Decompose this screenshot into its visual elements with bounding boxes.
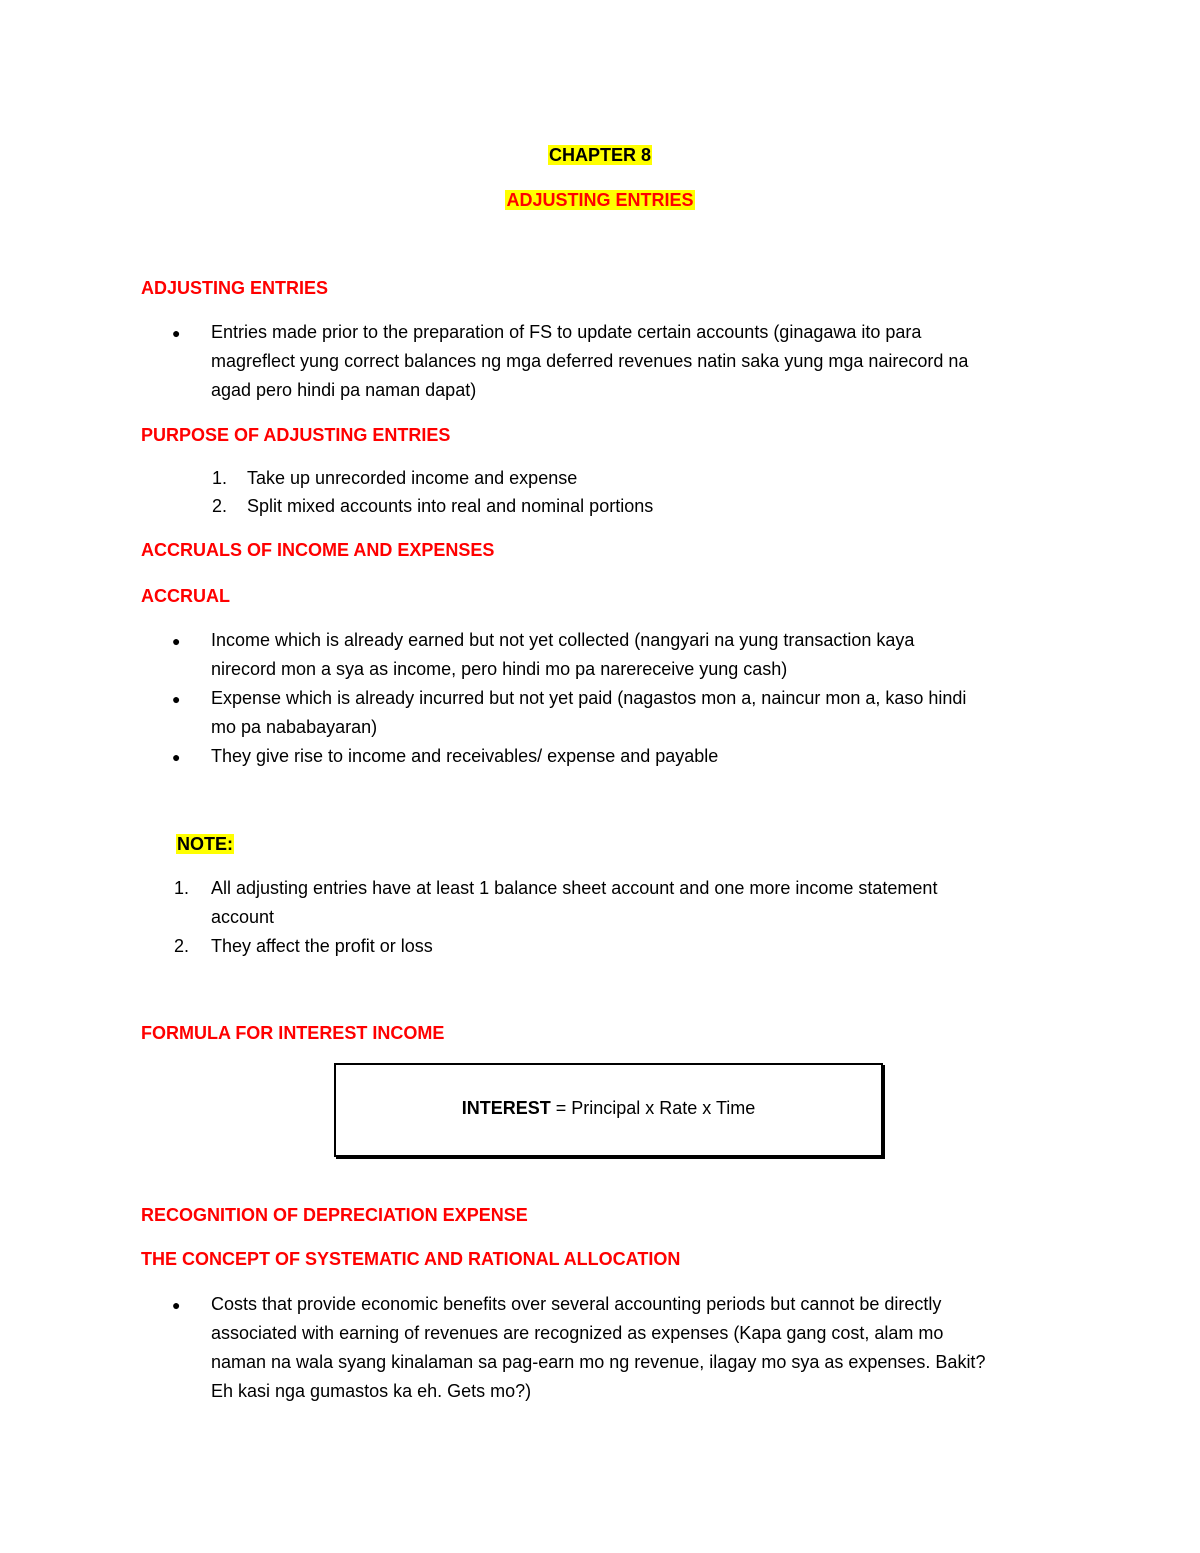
subtitle-label: ADJUSTING ENTRIES xyxy=(506,190,694,210)
note-label-text: NOTE: xyxy=(177,834,233,854)
paragraph-line: mo pa nababayaran) xyxy=(211,717,378,737)
list-number: 1. xyxy=(212,468,228,488)
paragraph-line: Entries made prior to the preparation of FS to update certain accounts (ginagawa ito para xyxy=(211,322,922,342)
formula-text xyxy=(336,1096,881,1120)
paragraph-line: agad pero hindi pa naman dapat) xyxy=(211,380,477,400)
paragraph-line: naman na wala syang kinalaman sa pag-earn mo ng revenue, ilagay mo sya as expenses. Bakit? xyxy=(211,1352,986,1372)
paragraph-line: Eh kasi nga gumastos ka eh. Gets mo?) xyxy=(211,1381,532,1401)
paragraph-line: They give rise to income and receivables/ expense and payable xyxy=(211,746,719,766)
section-subheading-allocation: THE CONCEPT OF SYSTEMATIC AND RATIONAL ALLOCATION xyxy=(141,1249,681,1269)
paragraph-line: nirecord mon a sya as income, pero hindi mo pa narereceive yung cash) xyxy=(211,659,788,679)
section-heading-accruals: ACCRUALS OF INCOME AND EXPENSES xyxy=(141,540,495,560)
list-item-continuation: account xyxy=(211,907,275,927)
chapter-title xyxy=(0,143,1200,167)
list-item: Split mixed accounts into real and nominal portions xyxy=(247,496,654,516)
chapter-label: CHAPTER 8 xyxy=(548,145,651,165)
list-item: They affect the profit or loss xyxy=(211,936,433,956)
formula-box xyxy=(334,1063,883,1157)
paragraph-line: Income which is already earned but not yet collected (nangyari na yung transaction kaya xyxy=(211,630,915,650)
paragraph-line: Expense which is already incurred but not yet paid (nagastos mon a, naincur mon a, kaso hindi xyxy=(211,688,967,708)
section-heading-purpose: PURPOSE OF ADJUSTING ENTRIES xyxy=(141,425,451,445)
section-heading-depreciation: RECOGNITION OF DEPRECIATION EXPENSE xyxy=(141,1205,528,1225)
bullet-icon: ● xyxy=(172,1297,181,1313)
section-heading-adjusting: ADJUSTING ENTRIES xyxy=(141,278,329,298)
list-item: All adjusting entries have at least 1 balance sheet account and one more income statement xyxy=(211,878,938,898)
section-heading-formula: FORMULA FOR INTEREST INCOME xyxy=(141,1023,445,1043)
list-number: 2. xyxy=(174,936,190,956)
formula-term: INTEREST xyxy=(461,1098,551,1118)
list-number: 1. xyxy=(174,878,190,898)
list-number: 2. xyxy=(212,496,228,516)
formula-expression: = Principal x Rate x Time xyxy=(550,1098,756,1118)
bullet-icon: ● xyxy=(172,691,181,707)
section-subheading-accrual: ACCRUAL xyxy=(141,586,230,606)
note-label xyxy=(176,832,234,856)
document-subtitle xyxy=(0,188,1200,212)
bullet-icon: ● xyxy=(172,633,181,649)
list-item: Take up unrecorded income and expense xyxy=(247,468,578,488)
paragraph-line: magreflect yung correct balances ng mga deferred revenues natin saka yung mga nairecord na xyxy=(211,351,969,371)
paragraph-line: Costs that provide economic benefits over several accounting periods but cannot be directly xyxy=(211,1294,942,1314)
bullet-icon: ● xyxy=(172,325,181,341)
bullet-icon: ● xyxy=(172,749,181,765)
paragraph-line: associated with earning of revenues are recognized as expenses (Kapa gang cost, alam mo xyxy=(211,1323,944,1343)
